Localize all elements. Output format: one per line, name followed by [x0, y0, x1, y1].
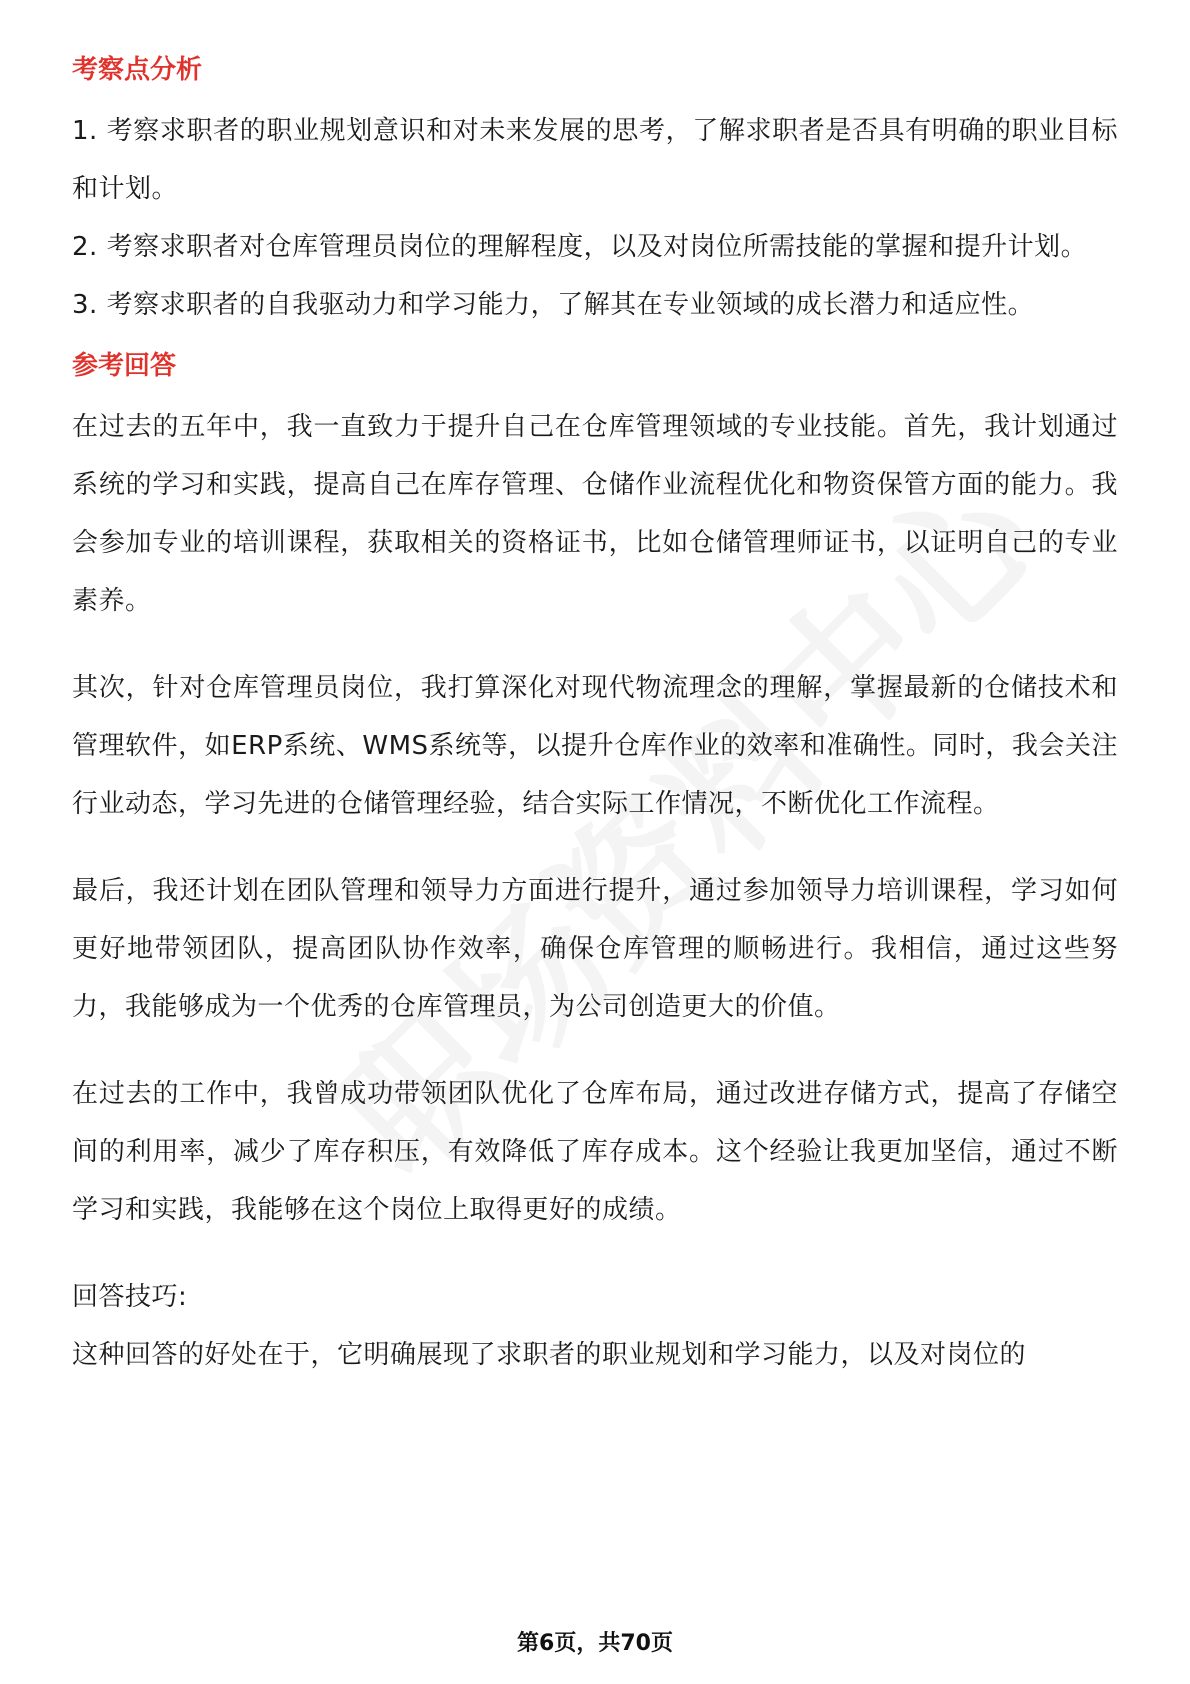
answer-paragraph-1: 在过去的五年中，我一直致力于提升自己在仓库管理领域的专业技能。首先，我计划通过系统的学习和实践，提高自己在库存管理、仓储作业流程优化和物资保管方面的能力。我会参加专业的培训课程，获取相关的资格证书，比如仓储管理师证书，以证明自己的专业素养。	[72, 412, 1118, 616]
analysis-item-2: 2. 考察求职者对仓库管理员岗位的理解程度，以及对岗位所需技能的掌握和提升计划。	[72, 232, 1088, 262]
answer-paragraph-4: 在过去的工作中，我曾成功带领团队优化了仓库布局，通过改进存储方式，提高了存储空间的利用率，减少了库存积压，有效降低了库存成本。这个经验让我更加坚信，通过不断学习和实践，我能够在这个岗位上取得更好的成绩。	[72, 1079, 1118, 1225]
page-number: 第6页，共70页	[517, 1631, 673, 1656]
answer-paragraph-3: 最后，我还计划在团队管理和领导力方面进行提升，通过参加领导力培训课程，学习如何更好地带领团队，提高团队协作效率，确保仓库管理的顺畅进行。我相信，通过这些努力，我能够成为一个优秀的仓库管理员，为公司创造更大的价值。	[72, 876, 1118, 1022]
answer-paragraph-2: 其次，针对仓库管理员岗位，我打算深化对现代物流理念的理解，掌握最新的仓储技术和管理软件，如ERP系统、WMS系统等，以提升仓库作业的效率和准确性。同时，我会关注行业动态，学习先进的仓储管理经验，结合实际工作情况，不断优化工作流程。	[72, 673, 1118, 819]
tips-text: 这种回答的好处在于，它明确展现了求职者的职业规划和学习能力，以及对岗位的	[72, 1340, 1027, 1370]
answer-title: 参考回答	[72, 351, 177, 381]
analysis-item-1: 1. 考察求职者的职业规划意识和对未来发展的思考，了解求职者是否具有明确的职业目标和计划。	[72, 116, 1118, 204]
analysis-item-3: 3. 考察求职者的自我驱动力和学习能力，了解其在专业领域的成长潜力和适应性。	[72, 290, 1035, 320]
tips-title: 回答技巧:	[72, 1282, 188, 1312]
analysis-title: 考察点分析	[72, 55, 203, 85]
page-content	[72, 48, 1118, 1384]
